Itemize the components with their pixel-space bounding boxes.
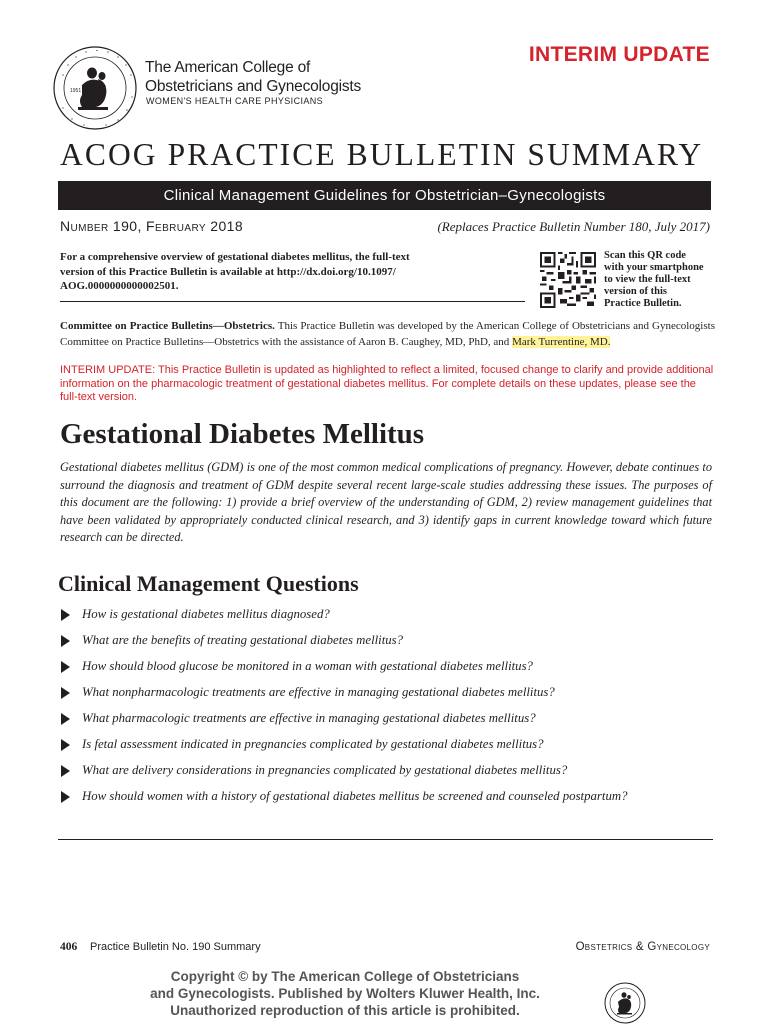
overview-line2[interactable]: version of this Practice Bulletin is available at http://dx.doi.org/10.1097/ [60,265,396,278]
qr-line1: Scan this QR code [604,250,686,261]
committee-credits [60,318,715,350]
question-text: Is fetal assessment indicated in pregnancies complicated by gestational diabetes mellitus? [82,737,544,751]
divider [58,839,713,840]
bullet-triangle-icon [61,635,70,647]
qr-line3: to view the full-text [604,274,691,285]
question-text: What are delivery considerations in pregnancies complicated by gestational diabetes mellitus? [82,763,568,777]
qr-code[interactable] [538,252,598,308]
copyright-line1: Copyright © by The American College of Obstetricians [170,969,520,984]
org-tagline: WOMEN'S HEALTH CARE PHYSICIANS [146,96,324,106]
qr-line4: version of this [604,286,667,297]
bullet-triangle-icon [61,739,70,751]
question-item [60,606,720,622]
committee-label: Committee on Practice Bulletins—Obstetrics. [60,320,275,332]
question-text: How should women with a history of gestational diabetes mellitus be screened and counseled postpartum? [82,789,628,803]
question-text: What are the benefits of treating gestational diabetes mellitus? [82,633,404,647]
replaces-note: (Replaces Practice Bulletin Number 180, July 2017) [437,219,710,234]
questions-list [60,606,720,804]
bullet-triangle-icon [61,713,70,725]
overview-line3[interactable]: AOG.0000000000002501. [60,280,179,292]
org-name [145,58,361,96]
question-item [60,762,720,778]
journal-name: Obstetrics & Gynecology [575,941,710,953]
question-text: What pharmacologic treatments are effective in managing gestational diabetes mellitus? [82,711,536,725]
article-abstract: Gestational diabetes mellitus (GDM) is one of the most common medical complications of pregnancy. However, debate continues to surround the diagnosis and treatment of GDM despite several recent large-scale studies addressing these issues. The purposes of this document are the following: 1) provide a brief overview of the understanding of GDM, 2) review management guidelines that have been validated by appropriately conducted clinical research, and 3) identify gaps in current knowledge toward which future research can be directed. [60,460,712,544]
qr-instructions [604,250,724,310]
copyright-notice [60,968,630,1019]
question-item [60,658,720,674]
seal-year: 1951 [70,88,82,94]
acog-seal-logo [52,45,138,131]
question-item [60,632,720,648]
bullet-triangle-icon [61,791,70,803]
question-item [60,736,720,752]
qr-line2: with your smartphone [604,262,704,273]
question-text: How is gestational diabetes mellitus diagnosed? [82,607,330,621]
bulletin-title: ACOG PRACTICE BULLETIN SUMMARY [60,137,704,172]
highlighted-author: Mark Turrentine, MD. [512,336,611,348]
acog-seal-small-logo [604,982,646,1024]
question-item [60,710,720,726]
question-item [60,684,720,700]
divider [60,301,525,302]
overview-line1: For a comprehensive overview of gestational diabetes mellitus, the full-text [60,251,410,263]
interim-update-note: INTERIM UPDATE: This Practice Bulletin is updated as highlighted to reflect a limited, focused change to clarify and provide additional information on the pharmacologic treatment of gestational diabetes mellitus. For complete details on these updates, please see the full-text version. [60,364,714,403]
overview-note [60,250,490,294]
bullet-triangle-icon [61,609,70,621]
copyright-line2: and Gynecologists. Published by Wolters Kluwer Health, Inc. [150,986,540,1001]
bullet-triangle-icon [61,661,70,673]
footer-bulletin-label: Practice Bulletin No. 190 Summary [90,941,261,953]
committee-text: This Practice Bulletin was developed by the American College of Obstetricians and Gynecologists Committee on Practice Bulletins—Obstetrics with the assistance of Aaron B. Caughey, MD, PhD, and [60,320,715,348]
org-name-line2: Obstetricians and Gynecologists [145,78,362,95]
bullet-triangle-icon [61,687,70,699]
question-text: How should blood glucose be monitored in a woman with gestational diabetes mellitus? [82,659,533,673]
article-title: Gestational Diabetes Mellitus [60,418,425,450]
question-text: What nonpharmacologic treatments are effective in managing gestational diabetes mellitus? [82,685,555,699]
guidelines-band: Clinical Management Guidelines for Obstetrician–Gynecologists [58,181,711,210]
question-item [60,788,720,804]
bullet-triangle-icon [61,765,70,777]
questions-heading: Clinical Management Questions [58,571,359,596]
page-number: 406 [60,941,78,953]
interim-update-label: INTERIM UPDATE [528,43,710,66]
copyright-line3: Unauthorized reproduction of this article is prohibited. [170,1003,520,1018]
issue-number: Number 190, February 2018 [60,218,244,234]
org-name-line1: The American College of [145,59,311,76]
qr-line5: Practice Bulletin. [604,298,682,309]
